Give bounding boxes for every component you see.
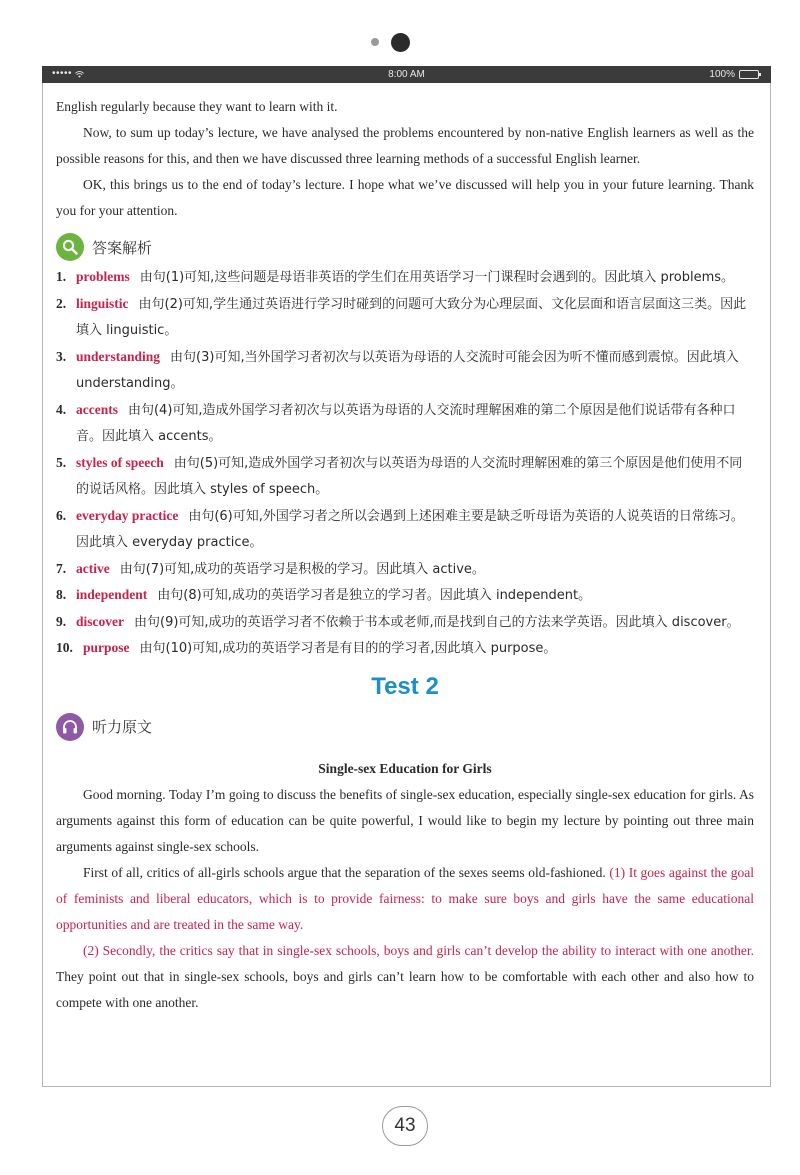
answer-item-4	[56, 397, 754, 450]
answer-number: 2.	[56, 295, 67, 311]
intro-paragraph-2: Now, to sum up today’s lecture, we have analysed the problems encountered by non-native English learners as well as the possible reasons for this, and then we have discussed three learning methods of a successful English learner.	[56, 125, 754, 166]
answer-key: styles of speech	[76, 454, 164, 470]
answer-explanation: 由句(6)可知,外国学习者之所以会遇到上述困难主要是缺乏听母语为英语的人说英语的日常练习。因此填入 everyday practice。	[76, 508, 744, 550]
passage-text: They point out that in single-sex schools, boys and girls can’t learn how to be comfortable with each other and also how to compete with one another.	[56, 968, 754, 1010]
answer-number: 5.	[56, 454, 67, 470]
answer-number: 3.	[56, 348, 67, 364]
answer-item-2	[56, 291, 754, 344]
answer-key: accents	[76, 401, 118, 417]
passage-highlight: (1) It goes against the goal of feminists and liberal educators, which is to provide fairness: to make sure boys and girls have the same educational opportunities and are treated in the same way.	[56, 864, 754, 932]
battery-icon	[739, 70, 759, 79]
intro-paragraph-3: OK, this brings us to the end of today’s lecture. I hope what we’ve discussed will help you in your future learning. Thank you for your attention.	[56, 177, 754, 218]
passage-title: Single-sex Education for Girls	[318, 760, 492, 776]
answer-number: 9.	[56, 613, 67, 629]
answer-explanation: 由句(9)可知,成功的英语学习者不依赖于书本或老师,而是找到自己的方法来学英语。因此填入 discover。	[134, 614, 740, 630]
answer-item-7	[56, 556, 754, 583]
answers-section-header	[56, 230, 754, 264]
page-content	[56, 94, 754, 1016]
answers-section-title: 答案解析	[92, 238, 153, 257]
answer-explanation: 由句(10)可知,成功的英语学习者是有目的的学习者,因此填入 purpose。	[139, 641, 557, 656]
answer-number: 1.	[56, 269, 67, 284]
camera-dot-small	[371, 38, 379, 46]
signal-dots: •••••	[52, 68, 73, 79]
passage-text: First of all, critics of all-girls schools argue that the separation of the sexes seems old-fashioned.	[83, 864, 610, 880]
answer-number: 8.	[56, 587, 67, 602]
answer-explanation: 由句(8)可知,成功的英语学习者是独立的学习者。因此填入 independent。	[157, 588, 592, 603]
answer-number: 10.	[56, 640, 73, 655]
answer-item-9	[56, 609, 754, 636]
passage-highlight: (2) Secondly, the critics say that in single-sex schools, boys and girls can’t develop the ability to interact with one another.	[83, 942, 754, 958]
status-time: 8:00 AM	[388, 69, 425, 80]
test-title: Test 2	[371, 672, 439, 700]
answer-item-10	[56, 635, 754, 662]
status-bar	[42, 66, 771, 83]
listening-section-header	[56, 710, 754, 744]
page-number: 43	[382, 1106, 428, 1146]
answer-explanation: 由句(1)可知,这些问题是母语非英语的学生们在用英语学习一门课程时会遇到的。因此填入 problems。	[139, 270, 735, 285]
answer-item-8	[56, 582, 754, 609]
answer-explanation: 由句(7)可知,成功的英语学习是积极的学习。因此填入 active。	[119, 561, 485, 577]
headphones-icon	[56, 713, 84, 741]
answer-number: 4.	[56, 401, 67, 417]
passage-paragraph-3	[56, 938, 754, 1016]
answer-number: 7.	[56, 560, 67, 576]
answer-key: independent	[76, 587, 148, 602]
answer-item-5	[56, 450, 754, 503]
listening-section-title: 听力原文	[92, 718, 153, 736]
answer-item-1	[56, 264, 754, 291]
answer-key: purpose	[83, 640, 130, 655]
answer-list	[56, 264, 754, 662]
answer-explanation: 由句(4)可知,造成外国学习者初次与以英语为母语的人交流时理解困难的第二个原因是他们说话带有各种口音。因此填入 accents。	[76, 402, 736, 444]
answer-explanation: 由句(5)可知,造成外国学习者初次与以英语为母语的人交流时理解困难的第三个原因是他们使用不同的说话风格。因此填入 styles of speech。	[76, 455, 743, 497]
answer-item-6	[56, 503, 754, 556]
answer-key: problems	[76, 269, 130, 284]
answer-key: linguistic	[76, 295, 129, 311]
answer-key: everyday practice	[76, 507, 179, 523]
answer-key: discover	[76, 613, 124, 629]
answer-explanation: 由句(3)可知,当外国学习者初次与以英语为母语的人交流时可能会因为听不懂而感到震惊。因此填入 understanding。	[76, 349, 739, 391]
intro-paragraph-1: English regularly because they want to learn with it.	[56, 99, 338, 114]
battery-percent: 100%	[709, 69, 735, 80]
answer-key: active	[76, 560, 110, 576]
camera-dot	[391, 33, 410, 52]
battery-indicator	[709, 68, 759, 81]
passage-paragraph-1: Good morning. Today I’m going to discuss the benefits of single-sex education, especially single-sex education for girls. As arguments against this form of education can be quite powerful, I would like to begin my lecture by pointing out three main arguments against single-sex schools.	[56, 786, 754, 854]
passage-paragraph-2	[56, 860, 754, 938]
answer-number: 6.	[56, 507, 67, 523]
answer-item-3	[56, 344, 754, 397]
answer-key: understanding	[76, 348, 161, 364]
magnifier-icon	[56, 233, 84, 261]
answer-explanation: 由句(2)可知,学生通过英语进行学习时碰到的问题可大致分为心理层面、文化层面和语言层面这三类。因此填入 linguistic。	[76, 296, 747, 338]
